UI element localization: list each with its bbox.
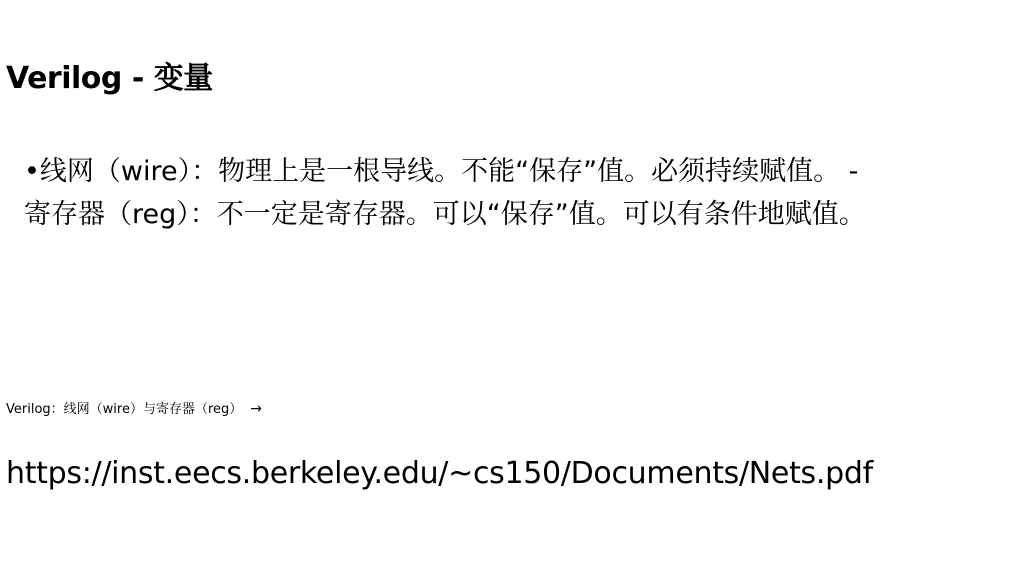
bullet-line-wire: •线网（wire）：物理上是一根导线。不能“保存”值。必须持续赋值。 - — [24, 156, 859, 187]
bullet-line-reg: 寄存器（reg）：不一定是寄存器。可以“保存”值。可以有条件地赋值。 — [24, 199, 866, 230]
arrow-right-icon: → — [250, 401, 263, 417]
page-title: Verilog - 变量 — [6, 61, 213, 96]
link-caption[interactable] — [6, 399, 262, 420]
reference-url[interactable]: https://inst.eecs.berkeley.edu/~cs150/Documents/Nets.pdf — [6, 456, 873, 491]
link-caption-text[interactable]: Verilog：线网（wire）与寄存器（reg） — [6, 402, 243, 417]
bullet-list — [24, 150, 984, 236]
